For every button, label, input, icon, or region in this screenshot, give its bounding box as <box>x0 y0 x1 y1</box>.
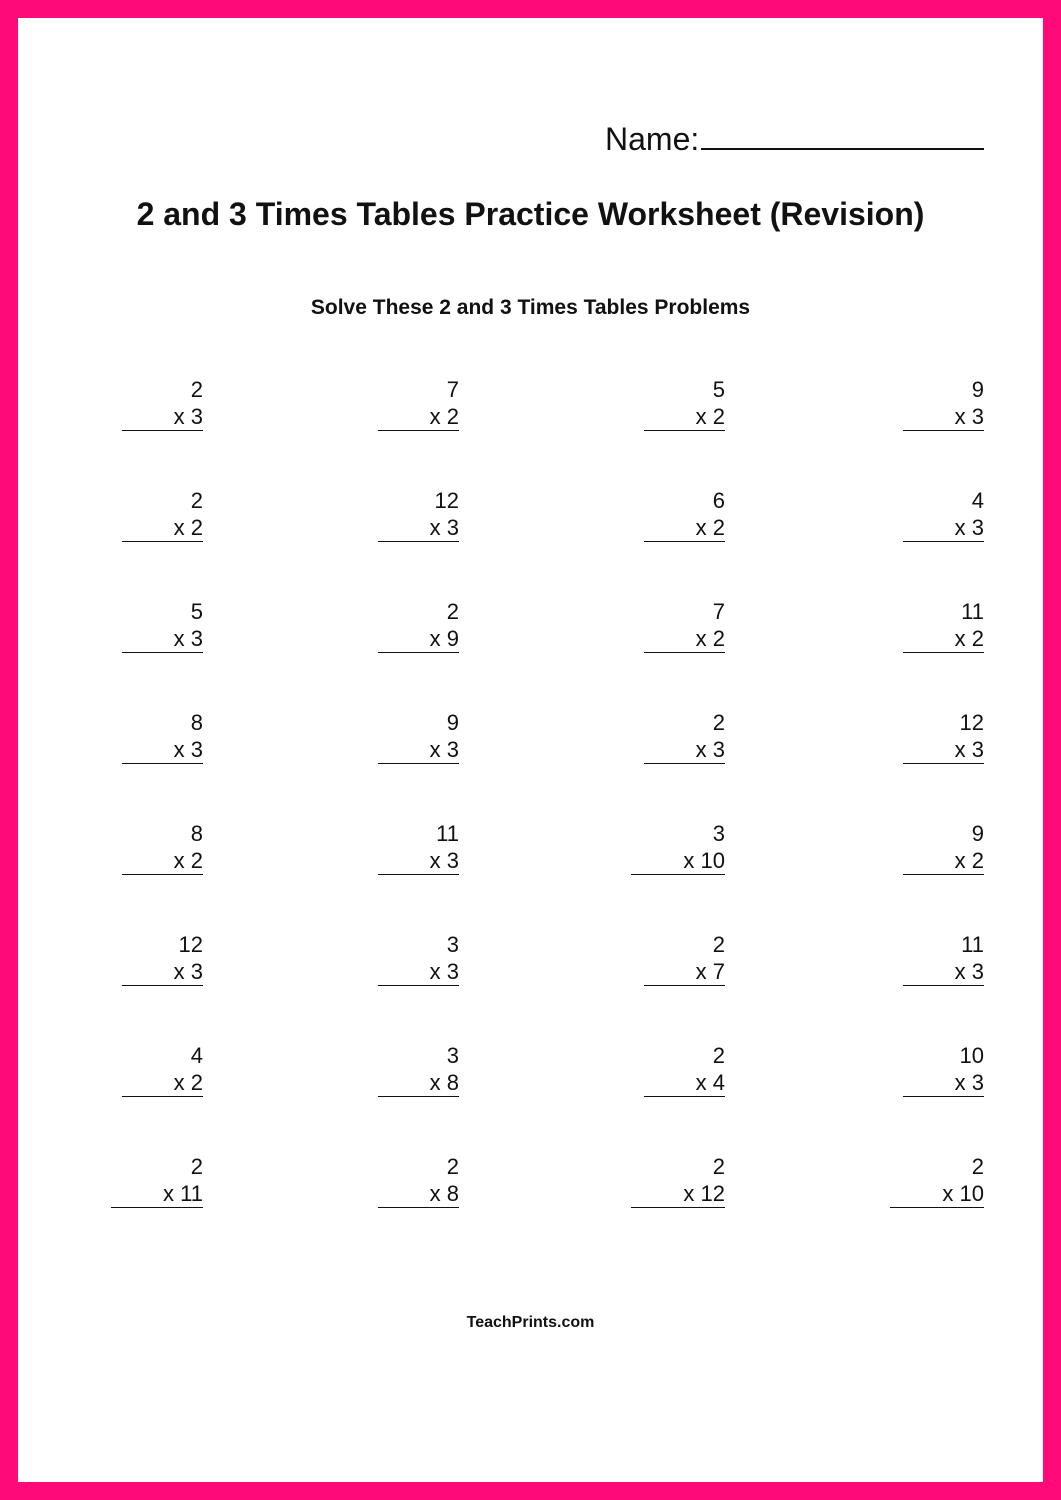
problem-multiplicand: 10 <box>959 1043 984 1068</box>
math-problem <box>585 932 725 992</box>
problem-multiplicand: 12 <box>434 488 459 513</box>
math-problem <box>319 1043 459 1103</box>
problem-multiplicand: 2 <box>446 1154 459 1179</box>
problem-multiplier: x 3 <box>378 515 459 542</box>
math-problem <box>844 1043 984 1103</box>
problem-multiplier: x 2 <box>122 848 203 875</box>
problem-multiplier: x 2 <box>644 626 725 653</box>
math-problem <box>319 599 459 659</box>
math-problem <box>844 932 984 992</box>
name-label: Name: <box>605 121 700 157</box>
problem-multiplier: x 3 <box>644 737 725 764</box>
math-problem <box>585 377 725 437</box>
math-problem <box>319 710 459 770</box>
problem-multiplier: x 3 <box>903 404 984 431</box>
problem-multiplier: x 2 <box>122 515 203 542</box>
math-problem <box>63 1043 203 1103</box>
problem-multiplicand: 3 <box>712 821 725 846</box>
problem-grid <box>18 18 1043 1482</box>
math-problem <box>844 488 984 548</box>
problem-multiplier: x 7 <box>644 959 725 986</box>
problem-multiplier: x 4 <box>644 1070 725 1097</box>
problem-multiplicand: 8 <box>190 821 203 846</box>
problem-multiplicand: 7 <box>446 377 459 402</box>
math-problem <box>585 710 725 770</box>
math-problem <box>319 488 459 548</box>
footer-site: TeachPrints.com <box>466 1314 595 1331</box>
math-problem <box>585 821 725 881</box>
problem-multiplicand: 2 <box>971 1154 984 1179</box>
math-problem <box>585 599 725 659</box>
problem-multiplicand: 12 <box>959 710 984 735</box>
problem-multiplier: x 3 <box>378 959 459 986</box>
math-problem <box>844 1154 984 1214</box>
worksheet-title: 2 and 3 Times Tables Practice Worksheet (Revision) <box>136 196 925 232</box>
problem-multiplicand: 4 <box>190 1043 203 1068</box>
problem-multiplier: x 3 <box>903 737 984 764</box>
problem-multiplier: x 3 <box>122 737 203 764</box>
problem-multiplier: x 11 <box>111 1181 203 1208</box>
problem-multiplicand: 9 <box>971 377 984 402</box>
math-problem <box>63 1154 203 1214</box>
problem-multiplicand: 4 <box>971 488 984 513</box>
math-problem <box>319 932 459 992</box>
problem-multiplicand: 2 <box>712 932 725 957</box>
problem-multiplicand: 5 <box>712 377 725 402</box>
problem-multiplier: x 8 <box>378 1070 459 1097</box>
problem-multiplier: x 10 <box>631 848 725 875</box>
problem-multiplier: x 12 <box>631 1181 725 1208</box>
problem-multiplicand: 2 <box>190 1154 203 1179</box>
problem-multiplier: x 3 <box>122 626 203 653</box>
math-problem <box>844 599 984 659</box>
problem-multiplier: x 2 <box>378 404 459 431</box>
math-problem <box>585 1154 725 1214</box>
problem-multiplicand: 3 <box>446 932 459 957</box>
math-problem <box>319 1154 459 1214</box>
problem-multiplicand: 11 <box>961 599 984 624</box>
problem-multiplier: x 3 <box>903 959 984 986</box>
problem-multiplier: x 3 <box>378 737 459 764</box>
problem-multiplier: x 2 <box>644 515 725 542</box>
problem-multiplier: x 3 <box>378 848 459 875</box>
problem-multiplicand: 2 <box>712 710 725 735</box>
problem-multiplicand: 6 <box>712 488 725 513</box>
math-problem <box>585 1043 725 1103</box>
problem-multiplicand: 11 <box>436 821 459 846</box>
worksheet-subtitle: Solve These 2 and 3 Times Tables Problems <box>310 296 751 319</box>
problem-multiplicand: 2 <box>446 599 459 624</box>
problem-multiplicand: 12 <box>178 932 203 957</box>
problem-multiplicand: 2 <box>190 488 203 513</box>
math-problem <box>844 710 984 770</box>
problem-multiplicand: 8 <box>190 710 203 735</box>
math-problem <box>63 488 203 548</box>
problem-multiplier: x 3 <box>903 515 984 542</box>
problem-multiplicand: 2 <box>712 1043 725 1068</box>
problem-multiplier: x 8 <box>378 1181 459 1208</box>
math-problem <box>63 599 203 659</box>
math-problem <box>63 377 203 437</box>
problem-multiplier: x 3 <box>122 959 203 986</box>
math-problem <box>319 377 459 437</box>
problem-multiplier: x 9 <box>378 626 459 653</box>
math-problem <box>844 377 984 437</box>
problem-multiplier: x 2 <box>122 1070 203 1097</box>
problem-multiplicand: 2 <box>712 1154 725 1179</box>
problem-multiplicand: 3 <box>446 1043 459 1068</box>
problem-multiplier: x 3 <box>903 1070 984 1097</box>
problem-multiplicand: 11 <box>961 932 984 957</box>
problem-multiplier: x 10 <box>890 1181 984 1208</box>
math-problem <box>585 488 725 548</box>
math-problem <box>63 710 203 770</box>
problem-multiplier: x 3 <box>122 404 203 431</box>
worksheet-page <box>18 18 1043 1482</box>
problem-multiplicand: 9 <box>971 821 984 846</box>
math-problem <box>319 821 459 881</box>
problem-multiplier: x 2 <box>903 626 984 653</box>
problem-multiplicand: 5 <box>190 599 203 624</box>
problem-multiplicand: 7 <box>712 599 725 624</box>
problem-multiplier: x 2 <box>903 848 984 875</box>
math-problem <box>844 821 984 881</box>
problem-multiplier: x 2 <box>644 404 725 431</box>
math-problem <box>63 932 203 992</box>
problem-multiplicand: 2 <box>190 377 203 402</box>
math-problem <box>63 821 203 881</box>
problem-multiplicand: 9 <box>446 710 459 735</box>
